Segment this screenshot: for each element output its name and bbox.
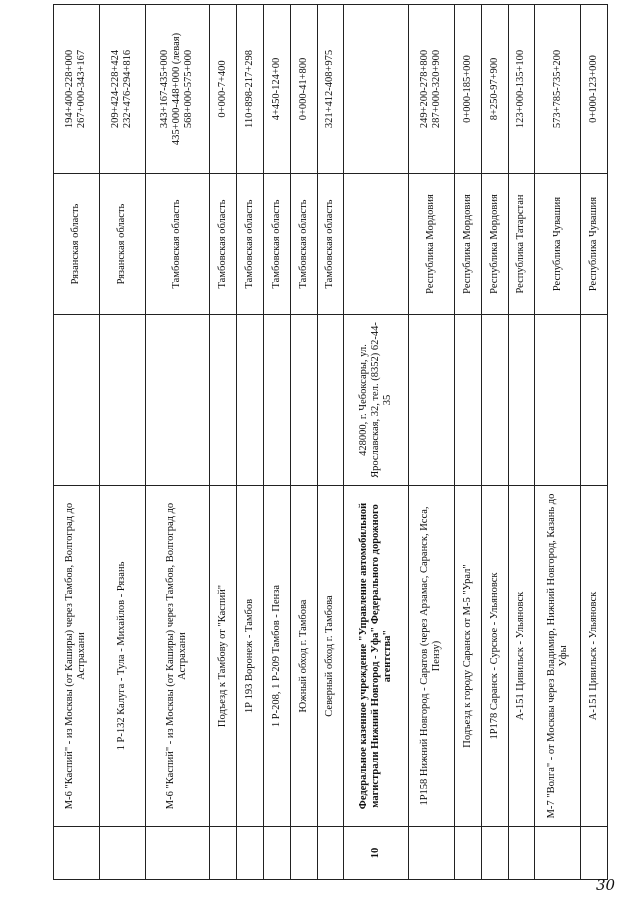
road-name-cell: 1Р178 Саранск - Сурское - Ульяновск xyxy=(481,486,508,827)
road-name-cell: 1 Р-208, 1 Р-209 Тамбов - Пенза xyxy=(263,486,290,827)
region-cell: Рязанская область xyxy=(99,174,145,315)
address-cell xyxy=(99,315,145,486)
kilometer-range-cell: 0+000-123+000 xyxy=(581,5,608,174)
region-cell: Республика Татарстан xyxy=(508,174,535,315)
kilometer-range-cell: 0+000-41+800 xyxy=(290,5,317,174)
address-cell xyxy=(317,315,344,486)
region-cell: Тамбовская область xyxy=(317,174,344,315)
rotated-table-stage xyxy=(53,32,608,880)
road-name-cell: Южный обход г. Тамбова xyxy=(290,486,317,827)
row-number-cell xyxy=(508,827,535,880)
road-name-cell: 1 Р-132 Калуга - Тула - Михайлов - Рязань xyxy=(99,486,145,827)
region-cell: Республика Чувашия xyxy=(535,174,581,315)
table-row xyxy=(409,5,455,880)
road-name-cell: Подъезд к Тамбову от "Каспий" xyxy=(210,486,237,827)
row-number-cell xyxy=(210,827,237,880)
address-cell xyxy=(508,315,535,486)
kilometer-range-cell: 0+000-7+400 xyxy=(210,5,237,174)
address-cell xyxy=(481,315,508,486)
table-row xyxy=(145,5,210,880)
row-number-cell xyxy=(54,827,100,880)
region-cell: Тамбовская область xyxy=(263,174,290,315)
row-number-cell xyxy=(317,827,344,880)
row-number-cell: 10 xyxy=(344,827,409,880)
address-cell xyxy=(409,315,455,486)
table-row xyxy=(263,5,290,880)
road-name-cell: 1Р 193 Воронеж - Тамбов xyxy=(237,486,264,827)
table-row xyxy=(317,5,344,880)
region-cell: Рязанская область xyxy=(54,174,100,315)
address-cell xyxy=(454,315,481,486)
region-cell: Республика Чувашия xyxy=(581,174,608,315)
kilometer-range-cell: 110+898-217+298 xyxy=(237,5,264,174)
road-name-cell: М-7 "Волга" - от Москвы через Владимир, Нижний Новгород, Казань до Уфы xyxy=(535,486,581,827)
kilometer-range-cell xyxy=(344,5,409,174)
road-name-cell: 1Р158 Нижний Новгород - Саратов (через Арзамас, Саранск, Исса, Пензу) xyxy=(409,486,455,827)
road-name-cell: А-151 Цивильск - Ульяновск xyxy=(581,486,608,827)
road-name-cell: А-151 Цивильск - Ульяновск xyxy=(508,486,535,827)
road-name-cell: Подъезд к городу Саранск от М-5 "Урал" xyxy=(454,486,481,827)
table-row xyxy=(344,5,409,880)
address-cell xyxy=(237,315,264,486)
table-row xyxy=(237,5,264,880)
kilometer-range-cell: 194+400-228+000 267+000-343+167 xyxy=(54,5,100,174)
table-row xyxy=(54,5,100,880)
kilometer-range-cell: 8+250-97+900 xyxy=(481,5,508,174)
address-cell xyxy=(145,315,210,486)
region-cell: Республика Мордовия xyxy=(454,174,481,315)
kilometer-range-cell: 249+200-278+800 287+000-320+900 xyxy=(409,5,455,174)
kilometer-range-cell: 321+412-408+975 xyxy=(317,5,344,174)
kilometer-range-cell: 209+424-228+424 232+476-294+816 xyxy=(99,5,145,174)
table-row xyxy=(535,5,581,880)
address-cell: 428000, г. Чебоксары, ул. Ярославская, 32, тел. (8352) 62-44-35 xyxy=(344,315,409,486)
kilometer-range-cell: 123+000-135+100 xyxy=(508,5,535,174)
region-cell: Республика Мордовия xyxy=(409,174,455,315)
road-name-cell: Федеральное казенное учреждение "Управление автомобильной магистрали Нижний Новгород - Уфа" Федерального дорожного агентства" xyxy=(344,486,409,827)
table-row xyxy=(481,5,508,880)
road-name-cell: М-6 "Каспий" - из Москвы (от Каширы) через Тамбов, Волгоград до Астрахани xyxy=(145,486,210,827)
region-cell xyxy=(344,174,409,315)
row-number-cell xyxy=(409,827,455,880)
row-number-cell xyxy=(263,827,290,880)
row-number-cell xyxy=(481,827,508,880)
address-cell xyxy=(54,315,100,486)
row-number-cell xyxy=(99,827,145,880)
row-number-cell xyxy=(454,827,481,880)
table-row xyxy=(581,5,608,880)
table-row xyxy=(454,5,481,880)
kilometer-range-cell: 0+000-185+000 xyxy=(454,5,481,174)
page-number: 30 xyxy=(596,876,616,894)
road-name-cell: М-6 "Каспий" - из Москвы (от Каширы) через Тамбов, Волгоград до Астрахани xyxy=(54,486,100,827)
address-cell xyxy=(290,315,317,486)
region-cell: Тамбовская область xyxy=(145,174,210,315)
region-cell: Республика Мордовия xyxy=(481,174,508,315)
table-row xyxy=(99,5,145,880)
row-number-cell xyxy=(290,827,317,880)
kilometer-range-cell: 343+167-435+000 435+000-448+000 (левая) 568+000-575+000 xyxy=(145,5,210,174)
region-cell: Тамбовская область xyxy=(290,174,317,315)
table-row xyxy=(210,5,237,880)
kilometer-range-cell: 4+450-124+00 xyxy=(263,5,290,174)
region-cell: Тамбовская область xyxy=(210,174,237,315)
row-number-cell xyxy=(145,827,210,880)
kilometer-range-cell: 573+785-735+200 xyxy=(535,5,581,174)
table-row xyxy=(508,5,535,880)
region-cell: Тамбовская область xyxy=(237,174,264,315)
address-cell xyxy=(263,315,290,486)
roads-registry-table xyxy=(53,4,608,880)
road-name-cell: Северный обход г. Тамбова xyxy=(317,486,344,827)
address-cell xyxy=(535,315,581,486)
row-number-cell xyxy=(535,827,581,880)
table-row xyxy=(290,5,317,880)
address-cell xyxy=(210,315,237,486)
table-body xyxy=(54,5,608,880)
address-cell xyxy=(581,315,608,486)
row-number-cell xyxy=(237,827,264,880)
row-number-cell xyxy=(581,827,608,880)
